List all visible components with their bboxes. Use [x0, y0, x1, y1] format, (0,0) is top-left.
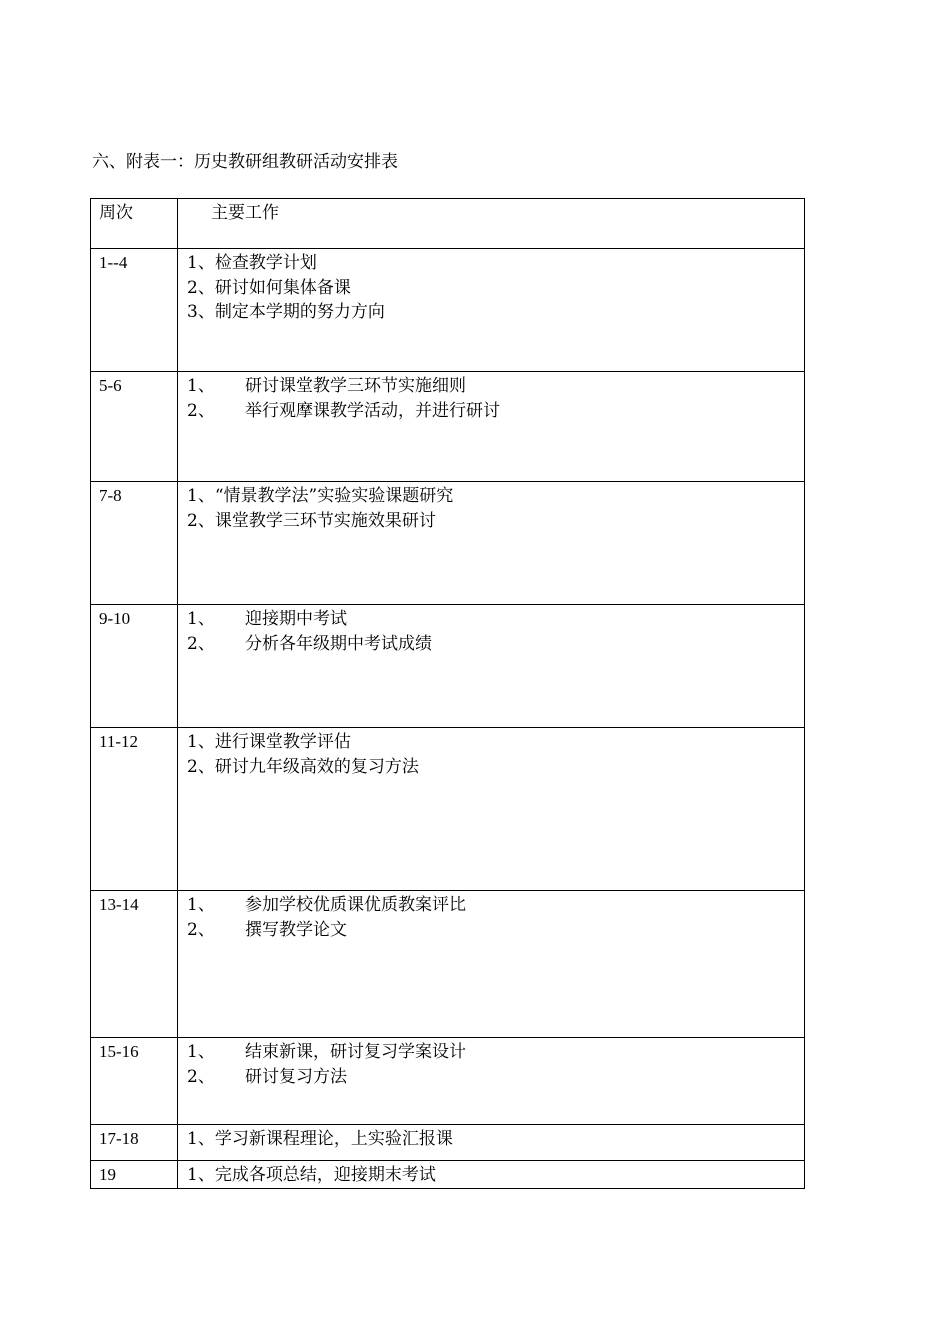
work-cell [178, 1038, 805, 1125]
document-title: 六、附表一：历史教研组教研活动安排表 [92, 152, 398, 172]
table-row [91, 1038, 805, 1125]
work-cell [178, 1125, 805, 1161]
item-text: “情景教学法”实验实验课题研究 [214, 486, 454, 506]
item-text: 分析各年级期中考试成绩 [245, 633, 432, 654]
work-item [187, 1163, 796, 1188]
item-number: 1、 [187, 253, 215, 273]
work-item [187, 300, 796, 325]
work-item [187, 1065, 796, 1090]
table-row [91, 605, 805, 728]
item-number: 3、 [187, 302, 215, 322]
item-number: 2、 [187, 1066, 215, 1087]
item-text: 参加学校优质课优质教案评比 [245, 895, 466, 915]
item-number: 2、 [187, 510, 215, 531]
table-row [91, 482, 805, 605]
item-text: 举行观摩课教学活动，并进行研讨 [245, 400, 500, 421]
item-number: 2、 [187, 633, 215, 654]
item-text: 检查教学计划 [214, 253, 317, 273]
item-text: 研讨课堂教学三环节实施细则 [245, 376, 466, 396]
header-main-work [178, 199, 805, 249]
work-item [187, 918, 796, 943]
work-item [187, 1040, 796, 1065]
item-number: 2、 [187, 400, 215, 421]
item-text: 完成各项总结，迎接期末考试 [214, 1165, 436, 1185]
work-cell [178, 249, 805, 372]
work-item [187, 374, 796, 399]
item-number: 1、 [187, 1129, 215, 1149]
work-item [187, 893, 796, 918]
table-row [91, 728, 805, 891]
work-cell [178, 372, 805, 482]
work-item [187, 484, 796, 509]
header-week: 周次 [91, 199, 178, 249]
item-number: 2、 [187, 277, 215, 298]
work-cell [178, 891, 805, 1038]
week-cell: 13-14 [91, 891, 178, 1038]
item-text: 研讨如何集体备课 [214, 277, 351, 298]
week-cell: 15-16 [91, 1038, 178, 1125]
table-row [91, 372, 805, 482]
table-row [91, 1125, 805, 1161]
item-text: 撰写教学论文 [245, 919, 347, 940]
work-item [187, 632, 796, 657]
week-cell: 7-8 [91, 482, 178, 605]
week-cell: 5-6 [91, 372, 178, 482]
work-cell [178, 482, 805, 605]
header-main-work-label: 主要工作 [211, 203, 279, 223]
item-number: 2、 [187, 756, 215, 777]
work-cell [178, 728, 805, 891]
item-text: 研讨九年级高效的复习方法 [214, 756, 419, 777]
item-text: 制定本学期的努力方向 [214, 302, 385, 322]
week-cell: 17-18 [91, 1125, 178, 1161]
work-item [187, 399, 796, 424]
work-item [187, 755, 796, 780]
table-row [91, 249, 805, 372]
work-cell [178, 1161, 805, 1189]
item-text: 课堂教学三环节实施效果研讨 [214, 510, 436, 531]
work-item [187, 730, 796, 755]
work-item [187, 509, 796, 534]
item-number: 1、 [187, 486, 215, 506]
item-text: 学习新课程理论，上实验汇报课 [214, 1129, 453, 1149]
work-item [187, 607, 796, 632]
activity-schedule-table [90, 198, 805, 1189]
work-item [187, 1127, 796, 1152]
item-number: 1、 [187, 895, 215, 915]
work-cell [178, 605, 805, 728]
item-number: 1、 [187, 732, 215, 752]
table-row [91, 1161, 805, 1189]
item-text: 结束新课，研讨复习学案设计 [245, 1042, 466, 1062]
item-text: 进行课堂教学评估 [214, 732, 351, 752]
week-cell: 1--4 [91, 249, 178, 372]
week-cell: 11-12 [91, 728, 178, 891]
item-number: 1、 [187, 609, 215, 629]
item-text: 研讨复习方法 [245, 1066, 347, 1087]
item-text: 迎接期中考试 [245, 609, 347, 629]
work-item [187, 251, 796, 276]
work-item [187, 276, 796, 301]
week-cell: 9-10 [91, 605, 178, 728]
item-number: 2、 [187, 919, 215, 940]
week-cell: 19 [91, 1161, 178, 1189]
table-row [91, 891, 805, 1038]
table-header-row [91, 199, 805, 249]
item-number: 1、 [187, 1042, 215, 1062]
item-number: 1、 [187, 1165, 215, 1185]
item-number: 1、 [187, 376, 215, 396]
